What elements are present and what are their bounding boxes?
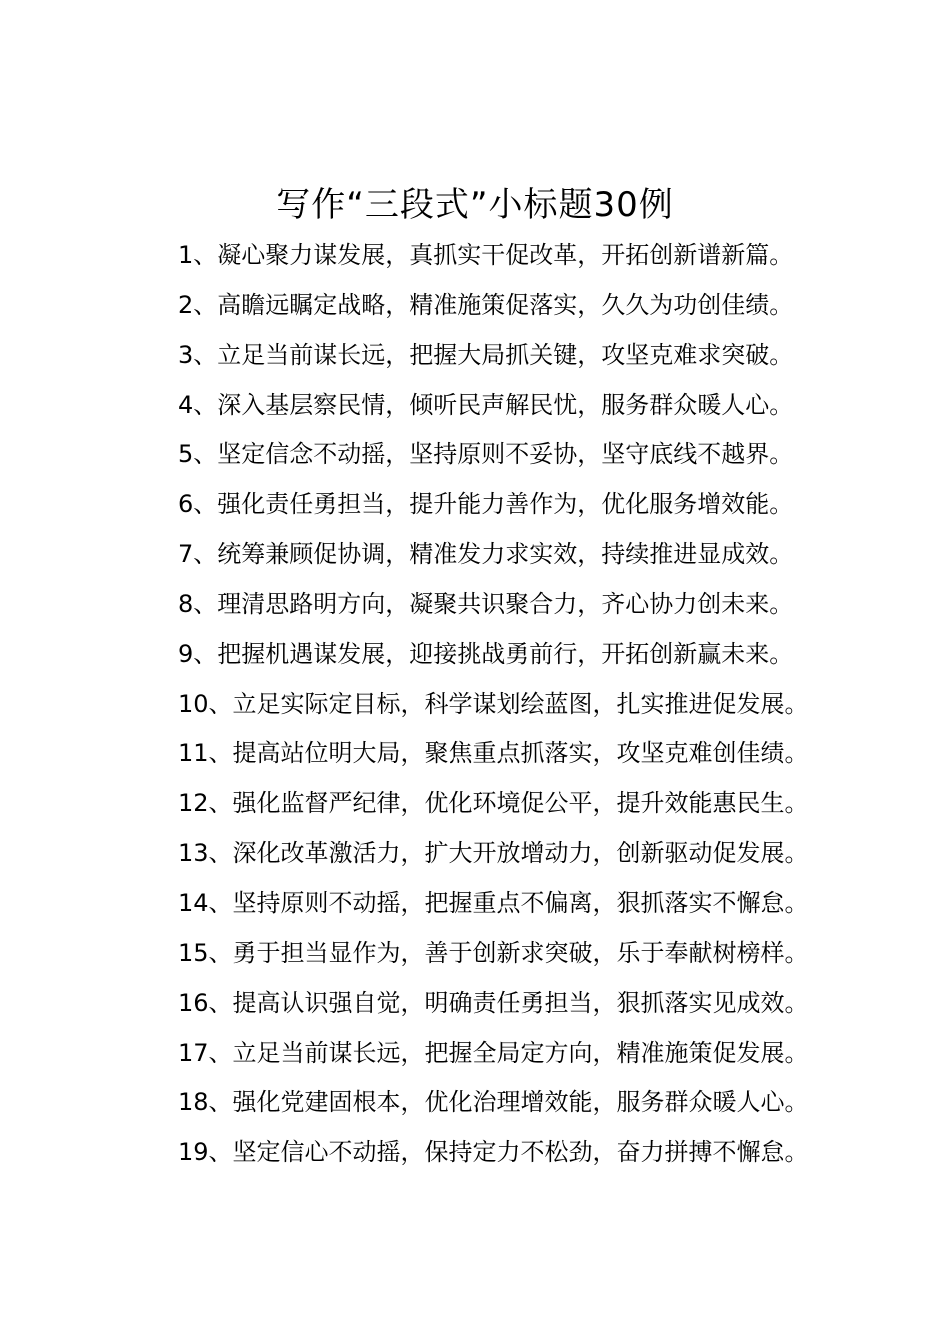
list-item: 9、把握机遇谋发展，迎接挑战勇前行，开拓创新赢未来。 [178, 639, 794, 668]
list-item: 12、强化监督严纪律，优化环境促公平，提升效能惠民生。 [178, 789, 809, 818]
list-item: 10、立足实际定目标，科学谋划绘蓝图，扎实推进促发展。 [178, 689, 809, 718]
list-item: 4、深入基层察民情，倾听民声解民忧，服务群众暖人心。 [178, 390, 794, 419]
list-item: 16、提高认识强自觉，明确责任勇担当，狠抓落实见成效。 [178, 988, 809, 1017]
list-item: 17、立足当前谋长远，把握全局定方向，精准施策促发展。 [178, 1038, 809, 1067]
list-item: 7、统筹兼顾促协调，精准发力求实效，持续推进显成效。 [178, 540, 794, 569]
list-item: 6、强化责任勇担当，提升能力善作为，优化服务增效能。 [178, 490, 794, 519]
list-item: 15、勇于担当显作为，善于创新求突破，乐于奉献树榜样。 [178, 938, 809, 967]
list-item: 1、凝心聚力谋发展，真抓实干促改革，开拓创新谱新篇。 [178, 241, 794, 269]
document-title: 写作“三段式”小标题30例 [276, 185, 674, 225]
list-item: 2、高瞻远瞩定战略，精准施策促落实，久久为功创佳绩。 [178, 290, 794, 319]
list-item: 8、理清思路明方向，凝聚共识聚合力，齐心协力创未来。 [178, 589, 794, 618]
list-item: 13、深化改革激活力，扩大开放增动力，创新驱动促发展。 [178, 839, 809, 868]
list-item: 11、提高站位明大局，聚焦重点抓落实，攻坚克难创佳绩。 [178, 739, 809, 768]
list-item: 19、坚定信心不动摇，保持定力不松劲，奋力拼搏不懈怠。 [178, 1138, 809, 1167]
subtitle-list [178, 231, 809, 1178]
list-item: 18、强化党建固根本，优化治理增效能，服务群众暖人心。 [178, 1088, 809, 1117]
list-item: 14、坚持原则不动摇，把握重点不偏离，狠抓落实不懈怠。 [178, 888, 809, 917]
list-item: 3、立足当前谋长远，把握大局抓关键，攻坚克难求突破。 [178, 340, 794, 369]
list-item: 5、坚定信念不动摇，坚持原则不妥协，坚守底线不越界。 [178, 440, 794, 469]
